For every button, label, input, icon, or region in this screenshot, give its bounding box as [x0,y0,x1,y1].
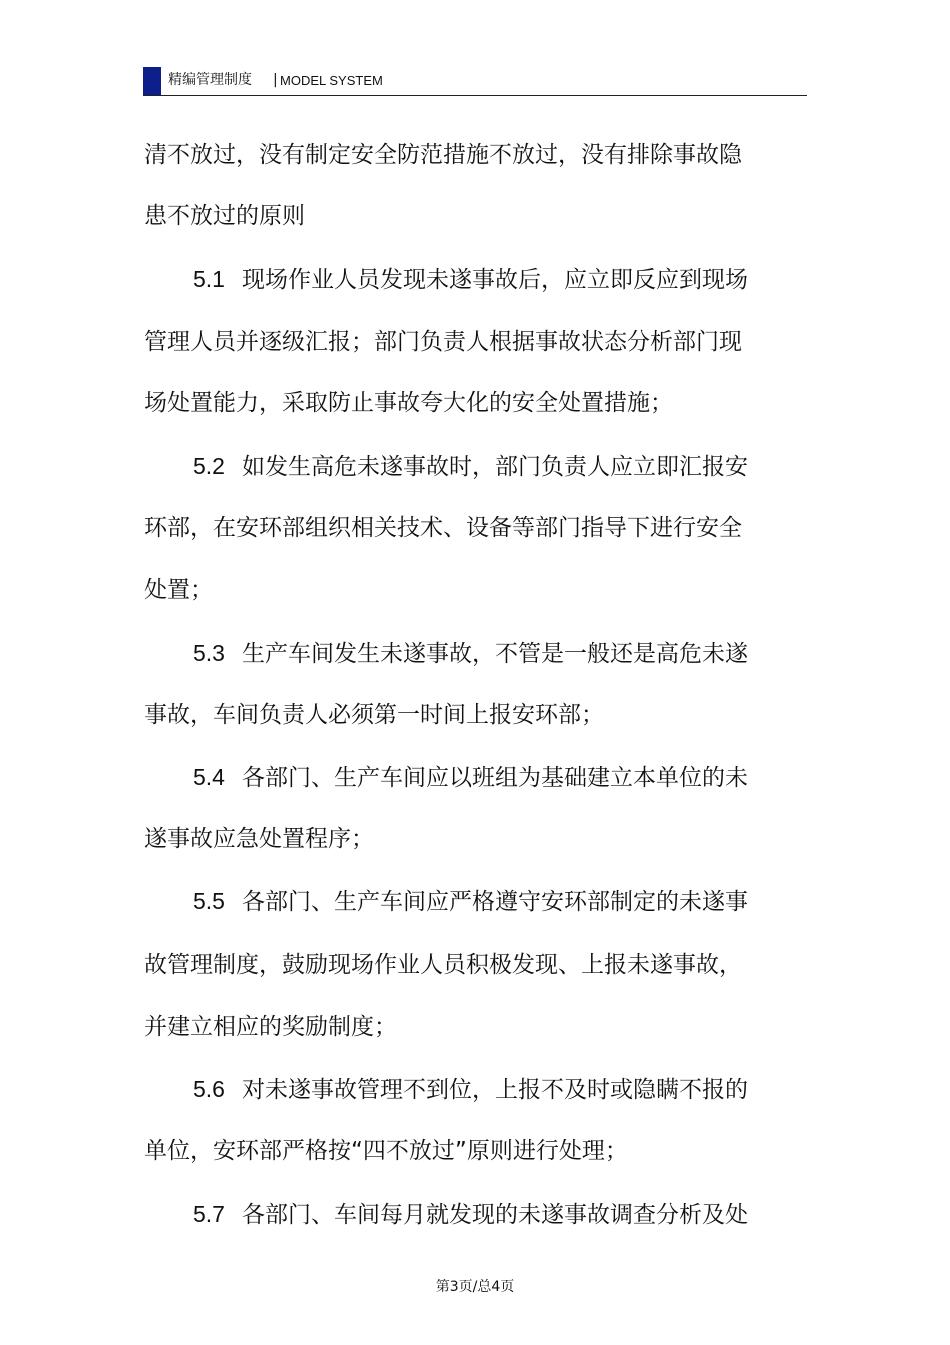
text-line [144,700,604,730]
line-text: 并建立相应的奖励制度； [144,1014,397,1040]
line-text: 处置； [144,577,213,603]
clause-number: 5.1 [193,266,225,292]
text-line [144,513,742,543]
line-text: 清不放过，没有制定安全防范措施不放过，没有排除事故隐 [144,142,742,168]
line-text: 各部门、生产车间应以班组为基础建立本单位的未 [242,765,748,791]
clause-number: 5.3 [193,640,225,666]
clause-first-line [193,1199,748,1230]
text-line [144,575,213,605]
line-text: 生产车间发生未遂事故，不管是一般还是高危未遂 [242,641,748,667]
line-text: 各部门、车间每月就发现的未遂事故调查分析及处 [242,1202,748,1228]
clause-number: 5.7 [193,1201,225,1227]
line-text: 患不放过的原则 [144,203,305,229]
clause-first-line [193,264,748,295]
text-line [144,388,673,418]
line-text: 场处置能力，采取防止事故夸大化的安全处置措施； [144,390,673,416]
text-line [144,824,374,854]
line-text: 如发生高危未遂事故时，部门负责人应立即汇报安 [242,454,748,480]
text-line [144,201,305,231]
line-text: 单位，安环部严格按“四不放过”原则进行处理； [144,1138,628,1164]
header-divider [143,95,807,96]
page-number: 第3页/总4页 [435,1279,515,1295]
line-text: 现场作业人员发现未遂事故后，应立即反应到现场 [242,267,748,293]
line-text: 遂事故应急处置程序； [144,826,374,852]
clause-number: 5.2 [193,453,225,479]
text-line [144,1012,397,1042]
clause-number: 5.6 [193,1076,225,1102]
clause-first-line [193,1074,748,1105]
line-text: 管理人员并逐级汇报；部门负责人根据事故状态分析部门现 [144,329,742,355]
clause-first-line [193,638,748,669]
line-text: 环部，在安环部组织相关技术、设备等部门指导下进行安全 [144,515,742,541]
clause-first-line [193,886,748,917]
line-text: 对未遂事故管理不到位，上报不及时或隐瞒不报的 [242,1077,748,1103]
clause-number: 5.4 [193,764,225,790]
page-header [143,64,807,96]
header-subtitle: MODEL SYSTEM [280,73,383,88]
text-line [144,950,742,980]
line-text: 故管理制度，鼓励现场作业人员积极发现、上报未遂事故， [144,952,742,978]
clause-number: 5.5 [193,888,225,914]
text-line [144,140,742,170]
header-separator: | [273,72,278,88]
line-text: 事故，车间负责人必须第一时间上报安环部； [144,702,604,728]
text-line [144,1136,628,1166]
text-line [144,327,742,357]
clause-first-line [193,451,748,482]
logo-mark [143,67,161,95]
header-title: 精编管理制度 [168,72,252,88]
line-text: 各部门、生产车间应严格遵守安环部制定的未遂事 [242,889,748,915]
clause-first-line [193,762,748,793]
